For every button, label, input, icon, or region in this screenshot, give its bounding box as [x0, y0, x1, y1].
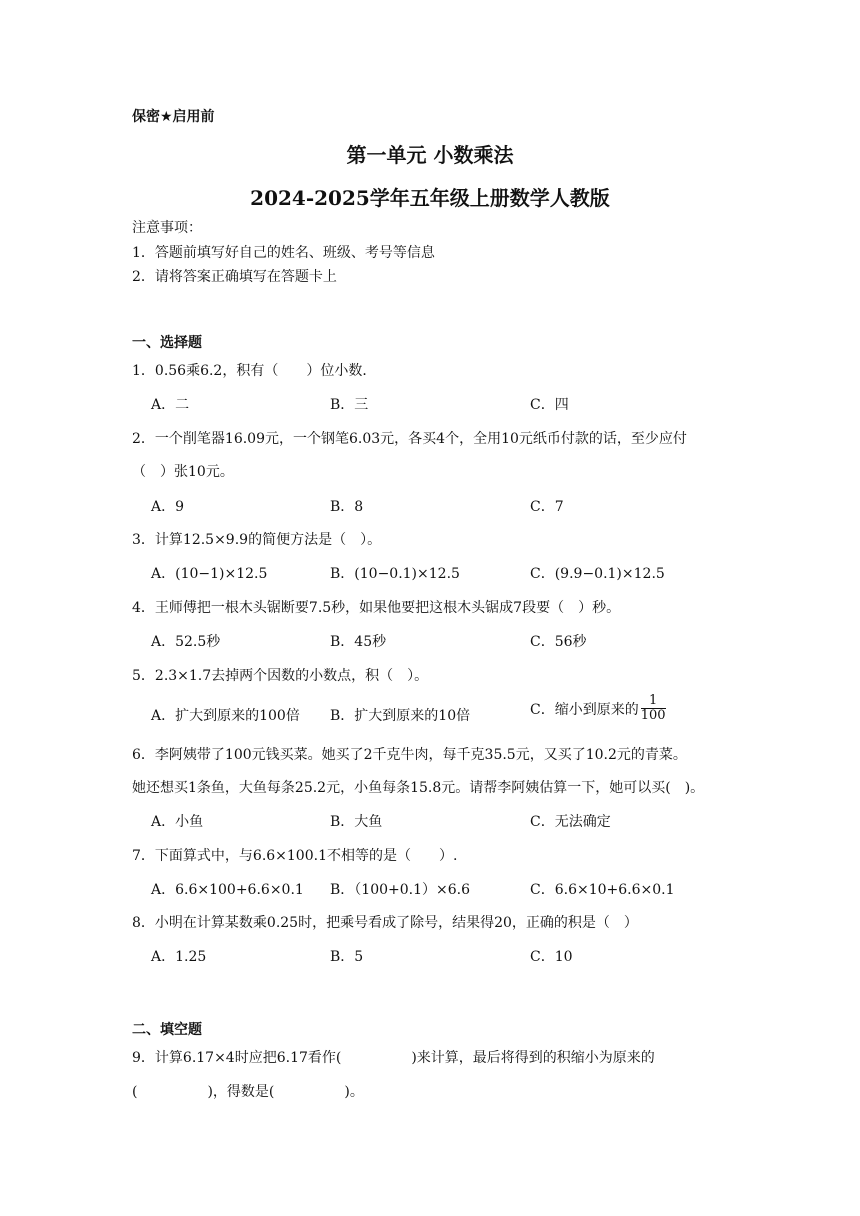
option-a: A．6.6×100+6.6×0.1 [151, 882, 304, 898]
fraction-denominator: 100 [640, 708, 666, 724]
question-stem: 1．0.56乘6.2，积有（ ）位小数． [132, 363, 377, 379]
question-stem: 4．王师傅把一根木头锯断要7.5秒，如果他要把这根木头锯成7段要（ ）秒。 [132, 600, 621, 616]
page-subtitle: 2024-2025学年五年级上册数学人教版 [250, 186, 610, 210]
option-c: C．10 [530, 949, 573, 965]
option-b: B．大鱼 [330, 814, 383, 830]
option-b: B．(10−0.1)×12.5 [330, 566, 460, 582]
option-b: B．（100+0.1）×6.6 [330, 882, 470, 898]
question-stem: 5．2.3×1.7去掉两个因数的小数点，积（ ）。 [132, 668, 429, 684]
option-c: C．7 [530, 499, 564, 515]
question-stem-cont: 她还想买1条鱼，大鱼每条25.2元，小鱼每条15.8元。请帮李阿姨估算一下，她可以买( )。 [132, 780, 705, 796]
option-c: C．(9.9−0.1)×12.5 [530, 566, 665, 582]
option-b: B．8 [330, 499, 364, 515]
question-stem: 6．李阿姨带了100元钱买菜。她买了2千克牛肉，每千克35.5元，又买了10.2元的青菜。 [132, 747, 687, 763]
option-c: C．56秒 [530, 634, 587, 650]
option-a: A．9 [151, 499, 185, 515]
option-b: B．三 [330, 397, 369, 413]
page-title: 第一单元 小数乘法 [346, 143, 514, 167]
note-item: 2．请将答案正确填写在答题卡上 [132, 269, 337, 285]
option-b: B．5 [330, 949, 364, 965]
question-stem: 9．计算6.17×4时应把6.17看作( )来计算，最后将得到的积缩小为原来的 [132, 1050, 655, 1066]
note-item: 1．答题前填写好自己的姓名、班级、考号等信息 [132, 245, 435, 261]
question-stem: 7．下面算式中，与6.6×100.1不相等的是（ ）. [132, 848, 458, 864]
question-stem: 2．一个削笔器16.09元，一个钢笔6.03元，各买4个，全用10元纸币付款的话，至少应付 [132, 431, 687, 447]
fraction-numerator: 1 [641, 694, 666, 709]
option-a: A．二 [151, 397, 190, 413]
section-heading-choice: 一、选择题 [132, 335, 202, 351]
option-a: A．小鱼 [151, 814, 204, 830]
option-a: A．1.25 [151, 949, 207, 965]
option-a: A．52.5秒 [151, 634, 221, 650]
option-c: C．四 [530, 397, 569, 413]
option-b: B．45秒 [330, 634, 387, 650]
fraction [641, 694, 666, 724]
option-c [530, 694, 666, 724]
section-heading-fill: 二、填空题 [132, 1022, 202, 1038]
question-stem-cont: ( )，得数是( )。 [132, 1084, 364, 1100]
option-a: A．(10−1)×12.5 [151, 566, 268, 582]
option-c-text: C．缩小到原来的 [530, 701, 639, 718]
question-stem: 3．计算12.5×9.9的简便方法是（ ）。 [132, 532, 382, 548]
option-b: B．扩大到原来的10倍 [330, 708, 471, 724]
notes-heading: 注意事项： [132, 220, 202, 236]
question-stem: 8．小明在计算某数乘0.25时，把乘号看成了除号，结果得20，正确的积是（ ） [132, 915, 638, 931]
question-stem-cont: （ ）张10元。 [132, 464, 234, 480]
confidential-mark: 保密★启用前 [132, 109, 215, 125]
option-c: C．6.6×10+6.6×0.1 [530, 882, 675, 898]
option-a: A．扩大到原来的100倍 [151, 708, 300, 724]
option-c: C．无法确定 [530, 814, 611, 830]
